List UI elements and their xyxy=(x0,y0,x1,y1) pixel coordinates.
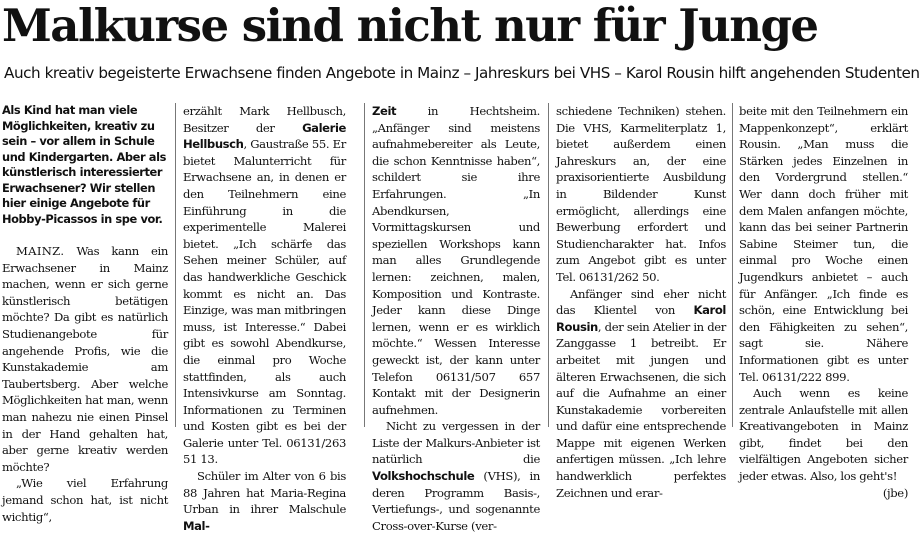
paragraph: erzählt Mark Hellbusch, Besitzer der Galerie Hellbusch, Gaustraße 55. Er bietet Malunterricht für Erwachsene an, in denen er den Teilnehmern eine Einführung in die experimentelle Malerei bietet. „Ich schärfe das Sehen meiner Schüler, auf das handwerkliche Geschick kommt es nicht an. Das Einzige, was man mitbringen muss, ist Interesse.“ Dabei gibt es sowohl Abendkurse, die einmal pro Woche stattfinden, als auch Intensivkurse am Sonntag. Informationen zu Terminen und Kosten gibt es bei der Galerie unter Tel. 06131/263 51 13. xyxy=(183,104,346,467)
gallery-name: Galerie Hellbusch xyxy=(183,120,346,152)
column-divider xyxy=(732,103,733,427)
paragraph: Auch wenn es keine zentrale Anlaufstelle mit allen Kreativangeboten in Mainz gibt, findet bei den vielfältigen Angeboten sicher jeder etwas. Also, los geht's! (jbe) xyxy=(739,386,908,500)
paragraph: MAINZ. Was kann ein Erwachsener in Mainz machen, wenn er sich gerne künstlerisch betätigen möchte? Da gibt es natürlich Studienangebote für angehende Profis, wie die Kunstakademie am Taubertsberg. Aber welche Möglichkeiten hat man, wenn man nahezu nie einen Pinsel in der Hand gehalten hat, aber gerne kreativ werden möchte? xyxy=(2,244,168,474)
paragraph: Schüler im Alter von 6 bis 88 Jahren hat Maria-Regina Urban in ihrer Malschule Mal- xyxy=(183,469,346,533)
dateline: MAINZ. xyxy=(16,244,65,258)
column-5 xyxy=(739,103,908,500)
paragraph: Zeit in Hechtsheim. „Anfänger sind meistens aufnahmebereiter als Leute, die schon Kenntnisse haben“, schildert sie ihre Erfahrungen. „In Abendkursen, Vormittagskursen und speziellen Workshops kann man alles Grundlegende lernen: zeichnen, malen, Komposition und Kontraste. Jeder kann diese Dinge lernen, wenn er es wirklich möchte.“ Wessen Interesse geweckt ist, der kann unter Telefon 06131/507 657 Kontakt mit der Designerin aufnehmen. xyxy=(372,104,540,417)
artist-name: Karol Rousin xyxy=(556,303,727,334)
column-3 xyxy=(372,103,540,533)
lead-paragraph: Als Kind hat man viele Möglichkeiten, kreativ zu sein – vor allem in Schule und Kindergarten. Aber als künstlerisch interessierter Erwachsener? Wir stellen hier einige Angebote für Hobby-Picassos in spe vor. xyxy=(2,103,166,226)
school-name-part2: Zeit xyxy=(372,104,397,118)
column-divider xyxy=(548,103,549,427)
headline: Malkurse sind nicht nur für Junge xyxy=(2,0,818,52)
column-2 xyxy=(183,103,346,533)
column-4 xyxy=(556,103,727,500)
author-initials: (jbe) xyxy=(882,485,908,500)
paragraph: Nicht zu vergessen in der Liste der Malkurs-Anbieter ist natürlich die Volkshochschule (VHS), in deren Programm Basis-, Vertiefungs-, und sogenannte Cross-over-Kurse (ver- xyxy=(372,419,540,533)
school-name-part1: Mal- xyxy=(183,518,210,533)
paragraph: Anfänger sind eher nicht das Klientel von Karol Rousin, der sein Atelier in der Zanggasse 1 betreibt. Er arbeitet mit jungen und älteren Erwachsenen, die sich auf die Aufnahme an einer Kunstakademie vorbereiten und dafür eine entsprechende Mappe mit eigenen Werken anfertigen müssen. „Ich lehre handwerklich perfektes Zeichnen und erar- xyxy=(556,286,727,500)
paragraph: „Wie viel Erfahrung jemand schon hat, ist nicht wichtig“, xyxy=(2,476,168,524)
column-divider xyxy=(175,103,176,427)
column-1 xyxy=(2,103,168,524)
vhs-name: Volkshochschule xyxy=(372,469,475,484)
subheadline: Auch kreativ begeisterte Erwachsene finden Angebote in Mainz – Jahreskurs bei VHS – Karol Rousin hilft angehenden Studenten xyxy=(4,64,920,82)
column-divider xyxy=(364,103,365,427)
paragraph: schiedene Techniken) stehen. Die VHS, Karmeliterplatz 1, bietet außerdem einen Jahreskurs an, der eine praxisorientierte Ausbildung in Bildender Kunst ermöglicht, allerdings eine Bewerbung erfordert und Studiencharakter hat. Infos zum Angebot gibt es unter Tel. 06131/262 50. xyxy=(556,104,726,284)
paragraph: beite mit den Teilnehmern ein Mappenkonzept“, erklärt Rousin. „Man muss die Stärken jedes Einzelnen in den Vordergrund stellen.“ Wer dann doch früher mit dem Malen anfangen möchte, kann das bei seiner Partnerin Sabine Steimer tun, die einmal pro Woche einen Jugendkurs anbietet – auch für Anfänger. „Ich finde es schön, eine Entwicklung bei den Fähigkeiten zu sehen“, sagt sie. Nähere Informationen gibt es unter Tel. 06131/222 899. xyxy=(739,104,908,384)
